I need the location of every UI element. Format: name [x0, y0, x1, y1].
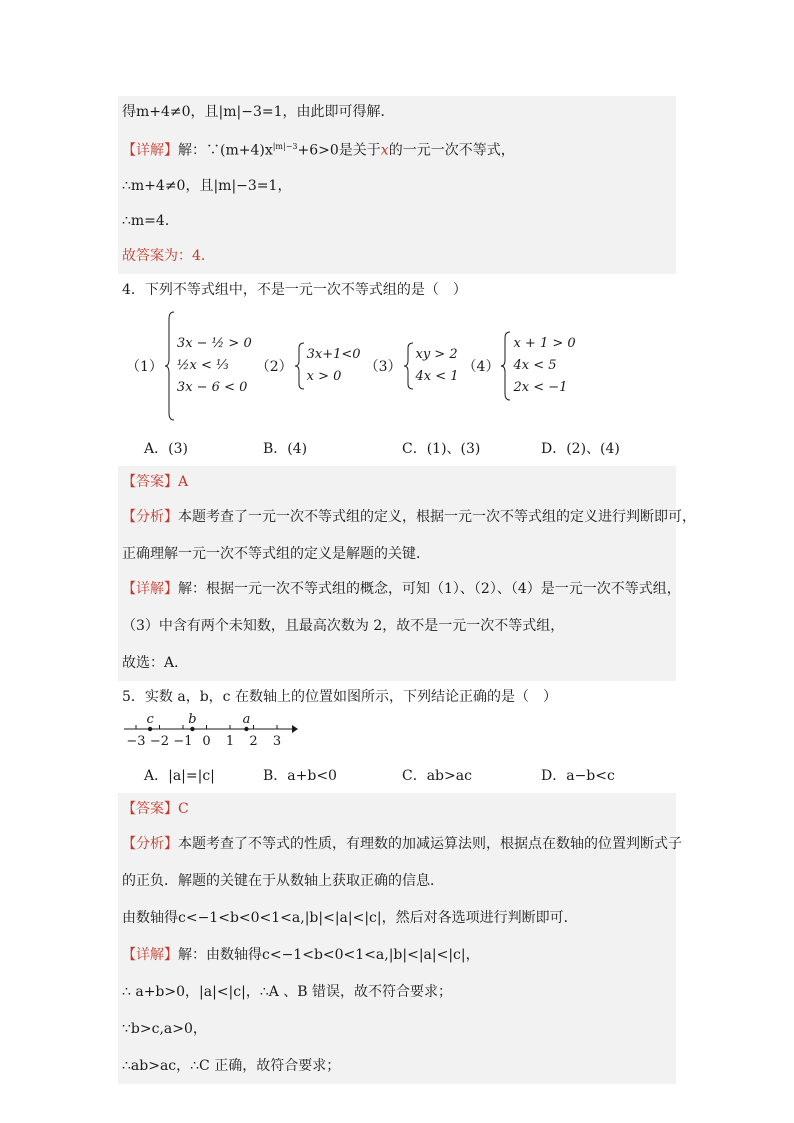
left-brace-icon — [501, 331, 511, 401]
detail-line: 【详解】解：由数轴得c<−1<b<0<1<a,|b|<|a|<|c|， — [122, 946, 480, 963]
tick-label: 1 — [225, 733, 235, 749]
point-b — [190, 726, 194, 730]
system-rows — [175, 333, 252, 399]
answer-tag: 【答案】 — [122, 800, 178, 817]
system-rows — [414, 344, 459, 388]
number-line-figure — [122, 711, 302, 751]
analysis-tag: 【分析】 — [122, 508, 178, 525]
system-2 — [295, 342, 361, 390]
tick-label: −1 — [173, 733, 193, 749]
option-b[interactable]: B．a+b<0 — [263, 767, 337, 784]
solution-block-q5 — [118, 793, 682, 1084]
text-line: 【详解】解：$\because(m+4)x^{|m|-3}+6>0$是关于x的一元一次不等式， — [122, 142, 515, 159]
tick-label: 0 — [202, 733, 211, 749]
point-label: c — [146, 711, 154, 727]
text-line: ∴m+4≠0，且|m|−3=1， — [122, 177, 292, 194]
question-stem: 5．实数 a，b，c 在数轴上的位置如图所示，下列结论正确的是（ ） — [122, 688, 557, 705]
detail-line: 故选：A． — [122, 654, 189, 671]
answer-options — [122, 765, 672, 785]
detail-tag: 【详解】 — [122, 142, 178, 159]
system-row: xy > 2 — [415, 346, 458, 362]
system-row: 3x+1<0 — [306, 346, 361, 362]
text-line: 故答案为：4． — [122, 247, 215, 264]
tick-label: 2 — [249, 733, 258, 749]
option-d[interactable]: D．(2)、(4) — [541, 440, 620, 457]
option-a[interactable]: A．(3) — [144, 440, 188, 457]
detail-tag: 【详解】 — [122, 580, 178, 597]
analysis-tag: 【分析】 — [122, 835, 178, 852]
option-a[interactable]: A．|a|=|c| — [144, 767, 215, 784]
point-label: b — [188, 711, 197, 727]
inequality-systems — [122, 304, 672, 428]
system-row: 3x − ½ > 0 — [176, 335, 252, 351]
analysis-line: 【分析】本题考查了一元一次不等式组的定义，根据一元一次不等式组的定义进行判断即可， — [122, 508, 696, 525]
answer-line — [122, 799, 672, 819]
left-brace-icon — [295, 342, 305, 390]
answer-tag: 【答案】 — [122, 473, 178, 490]
tick-label: 3 — [272, 733, 282, 749]
detail-line: ∵b>c,a>0， — [122, 1020, 207, 1037]
left-brace-icon — [165, 311, 175, 421]
detail-line: ∴ab>ac，∴C 正确，故符合要求； — [122, 1057, 341, 1074]
question-5 — [118, 681, 676, 785]
system-label: （4） — [462, 358, 500, 375]
tick-label: −2 — [149, 733, 170, 749]
option-d[interactable]: D．a−b<c — [541, 767, 615, 784]
document-page — [118, 96, 696, 1084]
point-label: a — [242, 711, 251, 727]
detail-line: 【详解】解：根据一元一次不等式组的概念，可知（1）、（2）、（4）是一元一次不等式组， — [122, 580, 681, 597]
analysis-line: 由数轴得c<−1<b<0<1<a,|b|<|a|<|c|，然后对各选项进行判断即可． — [122, 909, 578, 926]
left-brace-icon — [404, 342, 414, 390]
system-row: ½x < ⅓ — [176, 357, 229, 373]
system-label: （1） — [126, 358, 163, 375]
analysis-line: 【分析】本题考查了不等式的性质，有理数的加减运算法则，根据点在数轴的位置判断式子 — [122, 835, 682, 852]
system-label: （2） — [255, 358, 293, 375]
point-c — [148, 726, 152, 730]
system-rows — [305, 344, 361, 388]
analysis-line: 的正负．解题的关键在于从数轴上获取正确的信息． — [122, 872, 444, 889]
system-row: 2x < −1 — [513, 379, 568, 395]
text-line: ∴m=4． — [122, 212, 179, 229]
system-rows — [511, 333, 575, 399]
solution-block-q3 — [118, 96, 676, 274]
text-line: 得m+4≠0，且|m|−3=1，由此即可得解． — [122, 104, 395, 120]
solution-block-q4 — [118, 466, 696, 681]
option-b[interactable]: B．(4) — [263, 440, 308, 457]
tick-label: −3 — [126, 733, 146, 749]
question-stem: 4．下列不等式组中，不是一元一次不等式组的是（ ） — [122, 281, 467, 298]
detail-line: （3）中含有两个未知数，且最高次数为 2，故不是一元一次不等式组， — [122, 617, 565, 634]
system-row: 4x < 5 — [513, 357, 557, 373]
arrow-right-icon — [292, 725, 298, 733]
answer-line — [122, 472, 672, 492]
option-c[interactable]: C．(1)、(3) — [402, 440, 481, 457]
system-1 — [165, 311, 252, 421]
system-row: x + 1 > 0 — [513, 335, 576, 351]
answer-value: C — [178, 800, 189, 817]
option-c[interactable]: C．ab>ac — [402, 767, 472, 784]
system-row: 4x < 1 — [415, 368, 459, 384]
system-3 — [404, 342, 459, 390]
question-4 — [118, 274, 676, 458]
point-a — [244, 726, 248, 730]
system-4 — [501, 331, 575, 401]
answer-options — [122, 438, 672, 458]
system-row: x > 0 — [306, 368, 342, 384]
system-label: （3） — [364, 358, 402, 375]
answer-value: A — [178, 473, 189, 490]
detail-line: ∴ a+b>0，|a|<|c|，∴A 、B 错误，故不符合要求； — [122, 983, 453, 1000]
analysis-line: 正确理解一元一次不等式组的定义是解题的关键． — [122, 545, 430, 562]
system-row: 3x − 6 < 0 — [176, 379, 248, 395]
detail-tag: 【详解】 — [122, 946, 178, 963]
